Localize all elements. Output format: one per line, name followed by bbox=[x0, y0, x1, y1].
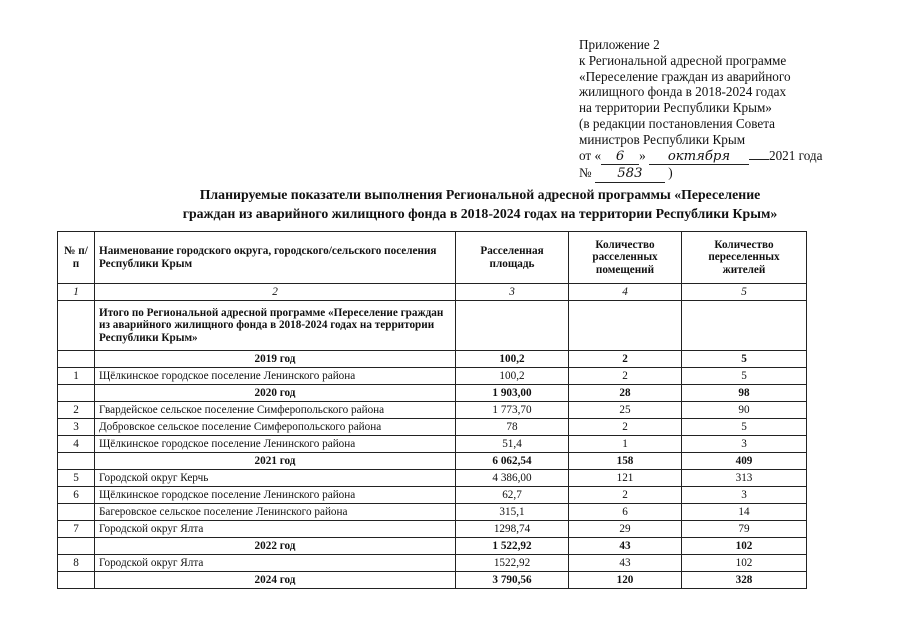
settlement-name-cell: Щёлкинское городское поселение Ленинского района bbox=[95, 368, 456, 385]
program-total-row bbox=[58, 301, 807, 351]
total-area-cell bbox=[456, 301, 569, 351]
header-people: Количество переселенных жителей bbox=[682, 232, 807, 284]
table-row bbox=[58, 521, 807, 538]
column-number: 2 bbox=[95, 284, 456, 301]
people-cell: 102 bbox=[682, 555, 807, 572]
settlement-name-cell: Щёлкинское городское поселение Ленинского района bbox=[95, 487, 456, 504]
rooms-cell: 1 bbox=[569, 436, 682, 453]
column-number: 5 bbox=[682, 284, 807, 301]
people-cell: 328 bbox=[682, 572, 807, 589]
number-prefix: № bbox=[579, 165, 592, 181]
rooms-cell: 158 bbox=[569, 453, 682, 470]
people-cell: 14 bbox=[682, 504, 807, 521]
date-underline bbox=[749, 159, 769, 160]
rooms-cell: 2 bbox=[569, 419, 682, 436]
table-row bbox=[58, 555, 807, 572]
date-day: 6 bbox=[601, 149, 639, 166]
appendix-line: к Региональной адресной программе bbox=[579, 52, 787, 68]
settlement-name-cell: Гвардейское сельское поселение Симферопольского района bbox=[95, 402, 456, 419]
area-cell: 6 062,54 bbox=[456, 453, 569, 470]
row-number-cell: 8 bbox=[58, 555, 95, 572]
table-row bbox=[58, 419, 807, 436]
settlement-name-cell: Городской округ Ялта bbox=[95, 521, 456, 538]
number-suffix: ) bbox=[668, 165, 673, 181]
row-number-cell: 7 bbox=[58, 521, 95, 538]
total-people-cell bbox=[682, 301, 807, 351]
table-header-row bbox=[58, 232, 807, 284]
people-cell: 90 bbox=[682, 402, 807, 419]
year-label: 2024 год bbox=[95, 572, 456, 589]
area-cell: 78 bbox=[456, 419, 569, 436]
row-number-cell: 4 bbox=[58, 436, 95, 453]
area-cell: 1 522,92 bbox=[456, 538, 569, 555]
document-title bbox=[60, 185, 900, 223]
area-cell: 100,2 bbox=[456, 368, 569, 385]
people-cell: 409 bbox=[682, 453, 807, 470]
header-area: Расселенная площадь bbox=[456, 232, 569, 284]
year-label: 2022 год bbox=[95, 538, 456, 555]
settlement-name-cell: Багеровское сельское поселение Ленинского района bbox=[95, 504, 456, 521]
appendix-line: Приложение 2 bbox=[579, 37, 660, 52]
column-number: 4 bbox=[569, 284, 682, 301]
appendix-line: «Переселение граждан из аварийного bbox=[579, 68, 791, 84]
area-cell: 315,1 bbox=[456, 504, 569, 521]
table-row bbox=[58, 402, 807, 419]
appendix-line: на территории Республики Крым» bbox=[579, 100, 772, 116]
rooms-cell: 2 bbox=[569, 487, 682, 504]
row-number-cell: 5 bbox=[58, 470, 95, 487]
settlement-name-cell: Городской округ Ялта bbox=[95, 555, 456, 572]
row-number-cell bbox=[58, 351, 95, 368]
area-cell: 51,4 bbox=[456, 436, 569, 453]
table-row bbox=[58, 504, 807, 521]
people-cell: 3 bbox=[682, 436, 807, 453]
row-number-cell: 3 bbox=[58, 419, 95, 436]
indicators-table bbox=[57, 231, 807, 589]
rooms-cell: 29 bbox=[569, 521, 682, 538]
row-number-cell bbox=[58, 453, 95, 470]
year-subtotal-row bbox=[58, 453, 807, 470]
appendix-line: жилищного фонда в 2018-2024 годах bbox=[579, 84, 787, 100]
total-label: Итого по Региональной адресной программе «Переселение граждан из аварийного жилищного фонда в 2018-2024 годах на территории Республики Крым» bbox=[95, 301, 456, 351]
people-cell: 79 bbox=[682, 521, 807, 538]
date-prefix: от « bbox=[579, 147, 602, 163]
rooms-cell: 43 bbox=[569, 555, 682, 572]
year-subtotal-row bbox=[58, 351, 807, 368]
row-number-cell: 2 bbox=[58, 402, 95, 419]
settlement-name-cell: Городской округ Керчь bbox=[95, 470, 456, 487]
row-number-cell bbox=[58, 385, 95, 402]
year-subtotal-row bbox=[58, 385, 807, 402]
date-year: 2021 года bbox=[768, 147, 823, 163]
area-cell: 4 386,00 bbox=[456, 470, 569, 487]
year-subtotal-row bbox=[58, 538, 807, 555]
title-line-1: Планируемые показатели выполнения Региональной адресной программы «Переселение bbox=[199, 187, 761, 202]
area-cell: 1 773,70 bbox=[456, 402, 569, 419]
settlement-name-cell: Добровское сельское поселение Симферопольского района bbox=[95, 419, 456, 436]
column-number: 3 bbox=[456, 284, 569, 301]
area-cell: 1298,74 bbox=[456, 521, 569, 538]
header-no: № п/п bbox=[58, 232, 95, 284]
rooms-cell: 2 bbox=[569, 351, 682, 368]
people-cell: 5 bbox=[682, 368, 807, 385]
settlement-name-cell: Щёлкинское городское поселение Ленинского района bbox=[95, 436, 456, 453]
header-name: Наименование городского округа, городского/сельского поселения Республики Крым bbox=[95, 232, 456, 284]
area-cell: 1522,92 bbox=[456, 555, 569, 572]
appendix-line: (в редакции постановления Совета bbox=[579, 115, 776, 131]
title-line-2: граждан из аварийного жилищного фонда в 2018-2024 годах на территории Республики Крым» bbox=[182, 206, 778, 221]
column-number: 1 bbox=[58, 284, 95, 301]
date-month: октября bbox=[649, 149, 749, 166]
row-number-cell bbox=[58, 538, 95, 555]
area-cell: 1 903,00 bbox=[456, 385, 569, 402]
total-no-cell bbox=[58, 301, 95, 351]
header-rooms: Количество расселенных помещений bbox=[569, 232, 682, 284]
area-cell: 62,7 bbox=[456, 487, 569, 504]
year-label: 2021 год bbox=[95, 453, 456, 470]
rooms-cell: 120 bbox=[569, 572, 682, 589]
table-row bbox=[58, 487, 807, 504]
area-cell: 3 790,56 bbox=[456, 572, 569, 589]
rooms-cell: 25 bbox=[569, 402, 682, 419]
appendix-number-line bbox=[579, 165, 879, 183]
appendix-block bbox=[579, 37, 879, 183]
row-number-cell: 6 bbox=[58, 487, 95, 504]
number-value: 583 bbox=[595, 166, 665, 183]
total-rooms-cell bbox=[569, 301, 682, 351]
table-row bbox=[58, 368, 807, 385]
year-subtotal-row bbox=[58, 572, 807, 589]
date-mid: » bbox=[639, 147, 646, 163]
row-number-cell: 1 bbox=[58, 368, 95, 385]
year-label: 2020 год bbox=[95, 385, 456, 402]
people-cell: 98 bbox=[682, 385, 807, 402]
table-row bbox=[58, 436, 807, 453]
row-number-cell bbox=[58, 572, 95, 589]
year-label: 2019 год bbox=[95, 351, 456, 368]
rooms-cell: 2 bbox=[569, 368, 682, 385]
rooms-cell: 43 bbox=[569, 538, 682, 555]
people-cell: 3 bbox=[682, 487, 807, 504]
people-cell: 5 bbox=[682, 419, 807, 436]
appendix-date-line bbox=[579, 148, 879, 166]
people-cell: 5 bbox=[682, 351, 807, 368]
area-cell: 100,2 bbox=[456, 351, 569, 368]
rooms-cell: 121 bbox=[569, 470, 682, 487]
row-number-cell bbox=[58, 504, 95, 521]
appendix-line: министров Республики Крым bbox=[579, 131, 746, 147]
table-row bbox=[58, 470, 807, 487]
rooms-cell: 28 bbox=[569, 385, 682, 402]
people-cell: 102 bbox=[682, 538, 807, 555]
column-number-row bbox=[58, 284, 807, 301]
people-cell: 313 bbox=[682, 470, 807, 487]
rooms-cell: 6 bbox=[569, 504, 682, 521]
